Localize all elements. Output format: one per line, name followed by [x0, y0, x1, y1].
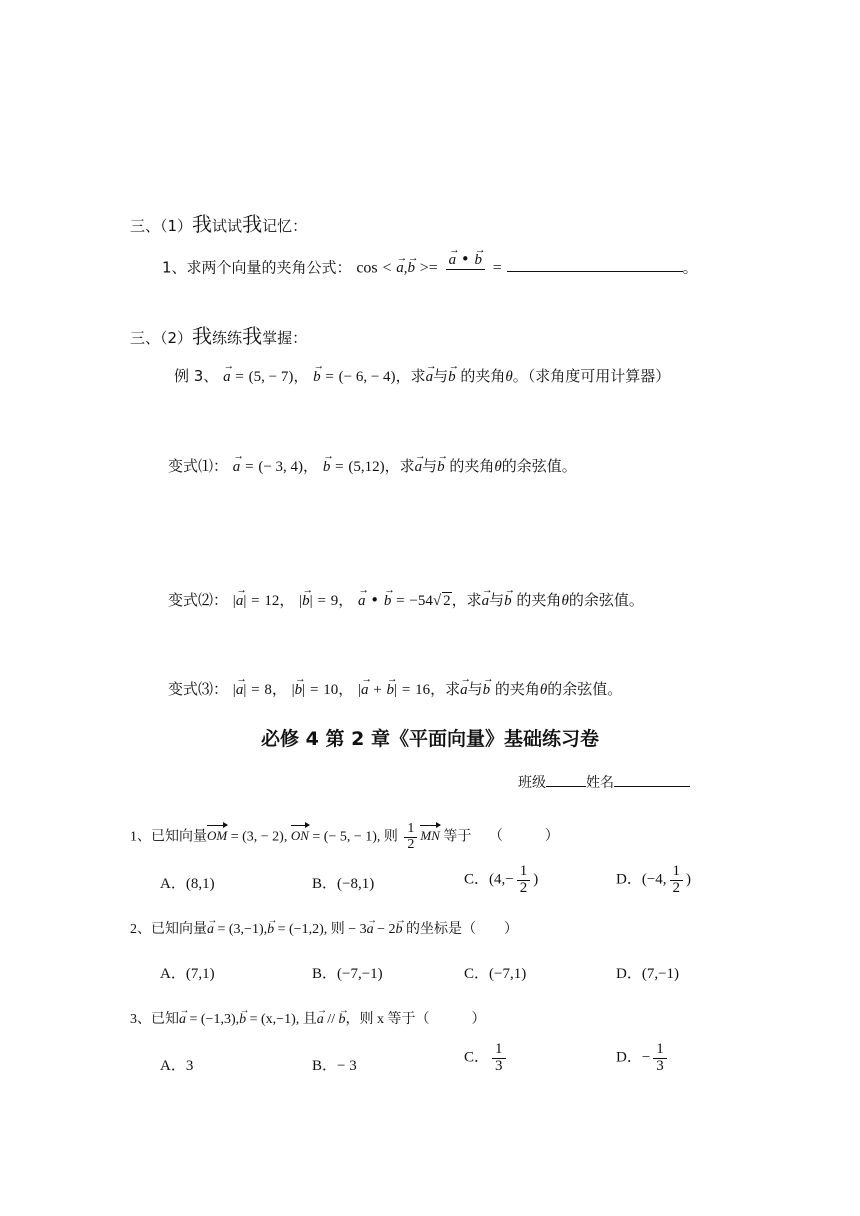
class-name-line: 班级 姓名: [518, 772, 690, 792]
name-blank[interactable]: [614, 786, 690, 787]
q2-option-d[interactable]: D．(7,−1): [616, 966, 680, 982]
section-heading-practice: 三、（2）我练练我掌握：: [130, 324, 308, 348]
worksheet-title: 必修 4 第 2 章《平面向量》基础练习卷: [261, 728, 599, 750]
question-3: 3、已知→ a = (−1,3),→ b = (x,−1), 且→ a // → b，则 x 等于（ ）: [130, 1008, 486, 1028]
q2-option-b[interactable]: B．(−7,−1): [312, 966, 383, 982]
variant-1: 变式⑴： → a = (− 3, 4)， → b = (5,12)，求→ a与→ b 的夹角θ的余弦值。: [168, 455, 577, 476]
section-heading-memory: 三、（1）我试试我记忆：: [130, 212, 308, 236]
class-blank[interactable]: [546, 786, 586, 787]
q3-option-c[interactable]: C． $\frac{1}{3}$: [464, 1042, 509, 1075]
q3-option-d[interactable]: D．− $\frac{1}{3}$: [616, 1042, 670, 1075]
q1-option-c[interactable]: C．(4,− $\frac{1}{2}$ ): [464, 863, 539, 896]
variant-2: 变式⑵： |→ a| = 12， |→ b| = 9， → a • → b = −54√ 2，求→ a与→ b 的夹角θ的余弦值。: [168, 589, 644, 610]
example-3: 例 3、 → a = (5, − 7)， → b = (− 6, − 4)，求→ a与→ b 的夹角θ。（求角度可用计算器）: [174, 365, 670, 386]
question-1: 1、已知向量OM = (3, − 2), ON = (− 5, − 1), 则 $\frac{1}{2}$ MN 等于 （ ）: [130, 821, 559, 852]
formula-fraction: → a • → b: [446, 252, 485, 284]
answer-blank[interactable]: [507, 271, 683, 272]
q2-option-c[interactable]: C．(−7,1): [464, 966, 527, 982]
q3-option-a[interactable]: A．3: [160, 1058, 194, 1074]
q1-option-b[interactable]: B．(−8,1): [312, 876, 375, 892]
angle-formula-item: 1、求两个向量的夹角公式： cos < → a,→ b >= → a • → b = 。: [162, 252, 698, 284]
q1-option-d[interactable]: D．(−4, $\frac{1}{2}$ ): [616, 863, 692, 896]
q1-option-a[interactable]: A．(8,1): [160, 876, 215, 892]
q3-option-b[interactable]: B．− 3: [312, 1058, 357, 1074]
q2-option-a[interactable]: A．(7,1): [160, 966, 215, 982]
variant-3: 变式⑶： |→ a| = 8， |→ b| = 10， |→ a + → b| = 16，求→ a与→ b 的夹角θ的余弦值。: [168, 678, 622, 699]
question-2: 2、已知向量→ a = (3,−1),→ b = (−1,2), 则 − 3→ a − 2→ b 的坐标是（ ）: [130, 918, 518, 938]
